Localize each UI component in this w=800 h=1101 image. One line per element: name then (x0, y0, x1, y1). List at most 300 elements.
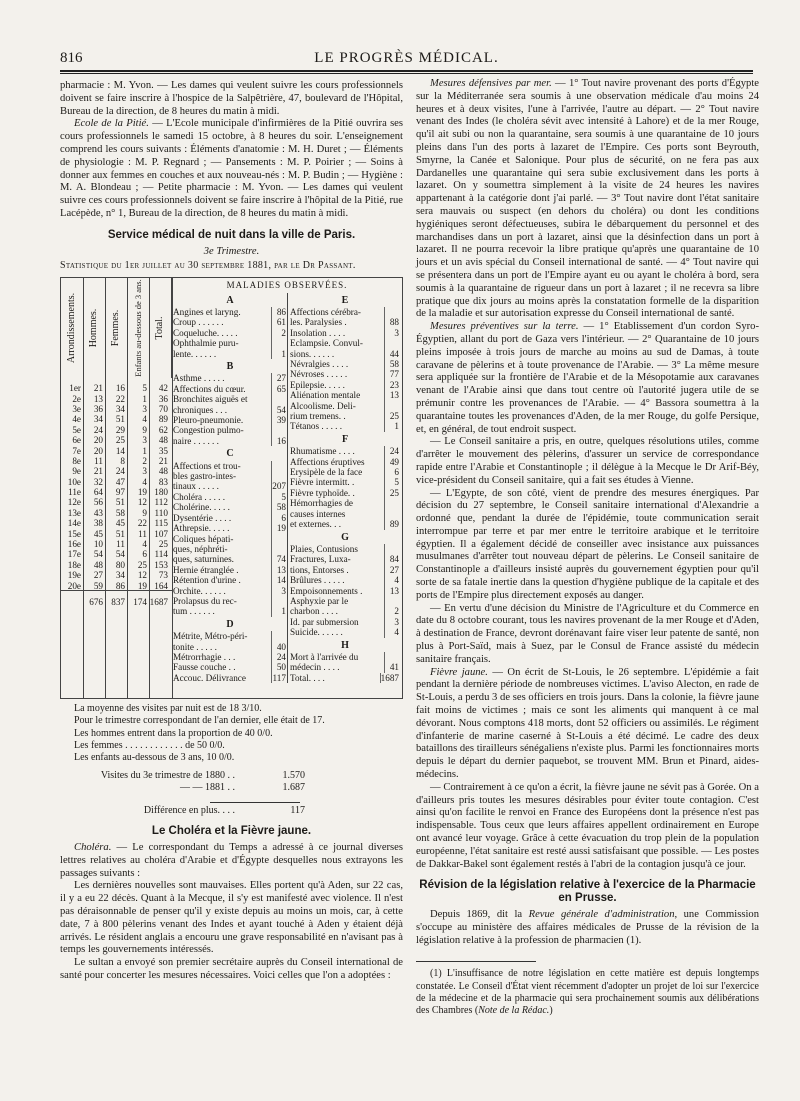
total-cell: 676 (89, 597, 103, 608)
disease-label: Plaies, Contusions (290, 543, 358, 554)
disease-row (290, 596, 400, 606)
table-cell: 112 (154, 497, 168, 508)
disease-row (290, 509, 400, 519)
disease-count: 4 (384, 575, 400, 585)
disease-row (290, 662, 400, 672)
disease-label: lente. . . . . . (173, 348, 217, 359)
disease-count (384, 498, 400, 508)
disease-row (290, 421, 400, 431)
paragraph-text: Depuis 1869, dit la (430, 909, 529, 920)
disease-row (290, 467, 400, 477)
disease-label: tions, Entorses . (290, 564, 349, 575)
table-row (61, 383, 171, 393)
table-row (61, 539, 171, 549)
table-note: La moyenne des visites par nuit est de 18 3/10. (74, 703, 262, 715)
disease-row (173, 513, 287, 523)
disease-count: 61 (271, 317, 287, 327)
disease-row (290, 544, 400, 554)
table-cell: 56 (93, 497, 103, 508)
disease-row (173, 673, 287, 683)
table-cell: 1 (142, 393, 147, 404)
table-cell: 17e (67, 549, 81, 560)
disease-count: 40 (271, 642, 287, 652)
disease-label: Orchite. . . . . . (173, 585, 226, 596)
table-row (61, 446, 171, 456)
disease-count (271, 596, 287, 606)
source-title: Revue générale d'administration (528, 909, 675, 920)
disease-label: Fièvre intermitt. . (290, 477, 355, 488)
disease-count: 41 (384, 662, 400, 672)
table-row (61, 477, 171, 487)
disease-label: chroniques . . . (173, 404, 228, 415)
table-cell: 38 (93, 518, 103, 529)
disease-count (384, 596, 400, 606)
disease-count: 27 (271, 373, 287, 383)
disease-label: Coliques hépati- (173, 533, 234, 544)
table-cell: 1 (142, 445, 147, 456)
table-cell: 3e (72, 403, 81, 414)
disease-label: Fièvre typhoïde. . (290, 487, 355, 498)
table-row (61, 404, 171, 414)
disease-label: rium tremens. . (290, 411, 346, 422)
diseases-column-right (287, 293, 400, 684)
disease-row (173, 328, 287, 338)
table-cell: 24 (115, 466, 125, 477)
disease-row (173, 307, 287, 317)
disease-row (173, 384, 287, 394)
table-cell: 51 (115, 528, 125, 539)
disease-label: Eclampsie. Convul- (290, 338, 363, 349)
page-number: 816 (60, 50, 83, 66)
disease-group-letter: C (226, 448, 234, 460)
table-cell: 22 (137, 518, 147, 529)
disease-count: 207 (272, 481, 286, 492)
paragraph-text: — 1° Tout navire provenant des ports d'Égypte sur la Méditerranée sera soumis à une observation médicale d'au moins 24 heures et à deux visites, l'une à l'arrivée, l'autre au départ. — 2° Tout navire venant des Indes (le choléra sévit avec intensité à Lahore) et de la mer Rouge, qu'il ait subi ou non la quarantaine, sera soumis à une quarantaine de 10 jours pleins dans l'un des ports à lazaret de l'Empire. Ces ports sont Beyrouth, Smyrne, la Canée et Salonique. Pour plus de sécurité, on ne fera pas aux Dardanelles une quarantaine qui sera subie exclusivement dans les ports à lazaret. On y soumettra simplement à la visite de 24 heures les navires appartenant à la catégorie dont j'ai parlé. — 3° Tout navire dont l'état sanitaire sera mauvais ou suspect (en dehors du choléra) ou dont les conditions hygiéniques seront défectueuses, subira le débarquement du personnel et des marchandises dans un port à lazaret, ainsi que la désinfection dans un port à lazaret. Il ne pourra recevoir la libre pratique qu'après une quarantaine de 10 jours et un avis spécial du Conseil international de santé. — 4° Tout navire qui se présentera dans un port de l'Empire ayant eu ou ayant le choléra à bord, sera soumis à la quarantaine de rigueur dans un port à lazaret ; il ne recevra sa libre pratique que dix jours au moins après la constatation formelle de la disparition de la maladie et sur autorisation expresse du Conseil international de santé. (416, 78, 759, 320)
disease-count: 2 (271, 328, 287, 338)
disease-group-letter: H (341, 639, 349, 651)
disease-count: 23 (384, 380, 400, 390)
visits-value: 1.687 (282, 782, 305, 794)
disease-count: 3 (384, 617, 400, 627)
disease-count: 1 (271, 606, 287, 616)
page-header (60, 50, 753, 68)
disease-count: 3 (271, 586, 287, 596)
disease-label: Rétention d'urine . (173, 575, 241, 586)
table-cell: 21 (93, 466, 103, 477)
disease-count: 88 (384, 317, 400, 327)
disease-label: Asthme . . . . . (173, 373, 225, 384)
table-cell: 153 (154, 559, 168, 570)
table-cell: 13 (93, 393, 103, 404)
disease-row (173, 544, 287, 554)
disease-label: Tétanos . . . . . (290, 421, 343, 432)
table-cell: 9 (142, 424, 147, 435)
disease-count: 5 (271, 492, 287, 502)
visits-row (60, 782, 403, 794)
table-cell: 19 (137, 580, 147, 591)
disease-row (173, 575, 287, 585)
table-cell: 180 (154, 487, 168, 498)
disease-count (271, 425, 287, 435)
table-cell: 62 (158, 424, 168, 435)
paragraph-lead: Ecole de la Pitié. (74, 118, 149, 130)
disease-label: Névroses . . . . . (290, 369, 348, 380)
column-header-label: Enfants au-dessous de 3 ans. (132, 279, 143, 377)
table-cell: 10 (93, 539, 103, 550)
paragraph (60, 118, 403, 220)
disease-row (290, 519, 400, 529)
table-cell: 19e (67, 570, 81, 581)
paragraph: — En vertu d'une décision du Ministre de l'Agriculture et du Commerce en date du 8 octobre courant, tous les navires provenant de la mer Rouge et d'Aden, à destination de France, devront dorénavant faire viser leur patente de santé, non plus à Port-Saïd, mais à Suez, par le Consul de France assisté du médecin sanitaire français. (416, 602, 759, 665)
disease-row (173, 586, 287, 596)
disease-row (290, 338, 400, 348)
disease-group-letter: B (226, 361, 234, 372)
disease-row (290, 328, 400, 338)
table-cell: 5e (72, 424, 81, 435)
disease-row (173, 652, 287, 662)
table-cell: 3 (142, 466, 147, 477)
disease-label: Hernie étranglée . (173, 564, 239, 575)
table-cell: 19 (137, 487, 147, 498)
disease-row (173, 502, 287, 512)
table-cell: 16 (115, 383, 125, 394)
paragraph (416, 78, 759, 321)
table-cell: 36 (93, 403, 103, 414)
column-header-label: Total. (153, 316, 165, 340)
disease-row (173, 534, 287, 544)
disease-count: 13 (384, 586, 400, 596)
disease-count: 74 (271, 554, 287, 564)
disease-count: 44 (384, 349, 400, 359)
table-cell: 11 (94, 455, 103, 466)
table-cell: 1er (69, 383, 81, 394)
disease-label: Empoisonnements . (290, 585, 363, 596)
disease-row (290, 307, 400, 317)
statistics-caption: Statistique du 1er juillet au 30 septembre 1881, par le Dr Passant. (60, 260, 356, 272)
disease-count: 58 (271, 502, 287, 512)
disease-label: Brûlures . . . . . (290, 575, 345, 586)
disease-label: Pleuro-pneumonie. (173, 415, 244, 426)
table-cell: 7e (72, 445, 81, 456)
disease-row (173, 481, 287, 491)
disease-label: Hémorrhagies de (290, 498, 354, 509)
disease-row (173, 642, 287, 652)
table-cell: 16e (67, 539, 81, 550)
disease-count (384, 509, 400, 519)
disease-label: Insolation . . . . (290, 327, 346, 338)
table-cell: 8e (72, 455, 81, 466)
footnote-text: ) (549, 1005, 553, 1016)
table-row (61, 394, 171, 404)
disease-row (290, 498, 400, 508)
disease-label: et externes. . . (290, 519, 342, 530)
table-note: Les hommes entrent dans la proportion de 40 0/0. (74, 727, 273, 739)
table-cell: 11 (138, 528, 147, 539)
disease-count (271, 471, 287, 481)
total-cell: 1687 (149, 597, 168, 608)
disease-count: 27 (384, 565, 400, 575)
table-note: Les enfants au-dessous de 3 ans, 10 0/0. (74, 751, 235, 763)
table-cell: 89 (158, 414, 168, 425)
table-cell: 11e (68, 487, 81, 498)
table-cell: 59 (93, 580, 103, 591)
table-cell: 164 (154, 580, 168, 591)
disease-row (173, 415, 287, 425)
column-header-label: Hommes. (87, 308, 99, 348)
disease-label: tonite . . . . . (173, 641, 217, 652)
table-cell: 36 (158, 393, 168, 404)
disease-row (290, 673, 400, 683)
diseases-panel (173, 280, 401, 683)
disease-label: Névralgies . . . . (290, 359, 349, 369)
disease-group-letter: D (226, 618, 234, 630)
disease-count: 24 (384, 446, 400, 456)
disease-label: Congestion pulmo- (173, 425, 244, 436)
disease-label: sions. . . . . . (290, 348, 335, 359)
table-cell: 42 (158, 383, 168, 394)
disease-label: naire . . . . . . (173, 435, 219, 446)
disease-row (290, 586, 400, 596)
disease-count: 58 (384, 359, 400, 369)
disease-count (384, 652, 400, 662)
disease-label: Prolapsus du rec- (173, 595, 237, 606)
table-cell: 12 (137, 570, 147, 581)
table-cell: 4e (72, 414, 81, 425)
disease-row (290, 359, 400, 369)
paragraph (416, 321, 759, 436)
table-cell: 4 (142, 476, 147, 487)
disease-count: 16 (271, 436, 287, 446)
disease-count (271, 461, 287, 471)
disease-label: Métrorrhagie . . . (173, 651, 236, 662)
disease-count: 54 (271, 405, 287, 415)
visits-row (60, 805, 403, 817)
table-cell: 18e (67, 559, 81, 570)
paragraph-lead: Choléra. (74, 841, 112, 853)
total-cell: 174 (133, 597, 147, 608)
footnote-rule (416, 961, 536, 962)
disease-count: 50 (271, 662, 287, 672)
disease-label: Angines et laryng. (173, 306, 241, 317)
disease-count: 13 (384, 390, 400, 400)
disease-row (290, 411, 400, 421)
disease-count: 65 (271, 384, 287, 394)
disease-label: charbon . . . . (290, 606, 338, 617)
table-cell: 20 (93, 445, 103, 456)
disease-label: Erysipèle de la face (290, 467, 363, 478)
disease-count (271, 631, 287, 641)
disease-row (173, 425, 287, 435)
disease-label: Epilepsie. . . . . (290, 379, 345, 390)
disease-count: 77 (384, 369, 400, 379)
table-row (61, 570, 171, 580)
disease-label: ques, saturnines. (173, 554, 234, 565)
disease-count: 3 (384, 328, 400, 338)
disease-count: 39 (271, 415, 287, 425)
paragraph (416, 667, 759, 782)
disease-count (271, 534, 287, 544)
disease-label: médecin . . . . (290, 662, 340, 673)
paragraph: — Contrairement à ce qu'on a écrit, la fièvre jaune ne sévit pas à Gorée. On a d'ailleurs pris toutes les mesures désirables pour éviter toute contagion. C'est ainsi qu'on facilite le renvoi en France des Européens dont la présence n'est pas indispensable. Tous ceux que leurs affaires appellent ordinairement en Europe ont avancé leur voyage. Grâce à cette évacuation du trop plein de la population européenne, l'état sanitaire est resté aussi satisfaisant que possible. — Les postes de Dakkar-Bakel sont également restés à l'abri de la contagion jusqu'à ce jour. (416, 781, 759, 870)
table-cell: 110 (154, 507, 168, 518)
table-cell: 115 (154, 518, 168, 529)
disease-row (173, 565, 287, 575)
disease-row (173, 349, 287, 359)
disease-label: Affections cérébra- (290, 306, 361, 317)
disease-row (290, 390, 400, 400)
table-row (61, 456, 171, 466)
disease-count (271, 544, 287, 554)
disease-count: 19 (271, 523, 287, 533)
disease-count: 89 (384, 519, 400, 529)
disease-count: 25 (384, 411, 400, 421)
disease-count: 6 (384, 467, 400, 477)
disease-group-letter: E (341, 294, 349, 306)
table-cell: 12e (67, 497, 81, 508)
disease-row (290, 488, 400, 498)
disease-label: tinaux . . . . . (173, 481, 219, 492)
section-subtitle: 3e Trimestre. (203, 245, 260, 257)
disease-count (384, 544, 400, 554)
table-row (61, 549, 171, 559)
table-cell: 45 (93, 528, 103, 539)
disease-count: 4 (384, 627, 400, 637)
disease-label: Bronchites aiguës et (173, 394, 248, 405)
disease-label: Affections du cœur. (173, 383, 246, 394)
section-title: Révision de la législation relative à l'exercice de la Pharmacie en Prusse. (419, 879, 756, 905)
table-cell: 34 (115, 403, 125, 414)
disease-count (384, 338, 400, 348)
footnote-text: (1) L'insuffisance de notre législation en cette matière est depuis longtemps constatée. Le Conseil d'État vient récemment d'adopter un projet de loi sur l'exercice de la médecine et de la pharmacie qui sera prochainement soumis aux délibérations des Chambres ( (416, 968, 759, 1016)
disease-label: Id. par submersion (290, 616, 359, 627)
disease-row (290, 627, 400, 637)
table-cell: 83 (158, 476, 168, 487)
disease-count: 84 (384, 554, 400, 564)
disease-row (173, 436, 287, 446)
disease-label: Affections éruptives (290, 456, 365, 467)
table-note: Pour le trimestre correspondant de l'an dernier, elle était de 17. (74, 715, 325, 727)
disease-row (173, 492, 287, 502)
visits-value: 1.570 (282, 770, 305, 782)
paragraph-text: — Le correspondant du Temps a adressé à ce journal diverses lettres relatives au choléra d'Arabie et d'Égypte desquelles nous extrayons les passages suivants : (60, 841, 403, 879)
disease-row (173, 317, 287, 327)
disease-group-letter: F (341, 433, 349, 445)
paragraph-text: , une Commission s'occupe au ministère des affaires médicales de Prusse de la révision de la législation relative à la profession de pharmacien (1). (416, 909, 759, 946)
visits-label: Différence en plus. . . . (143, 805, 235, 817)
table-row (61, 435, 171, 445)
table-body (61, 383, 171, 591)
table-cell: 12 (137, 497, 147, 508)
table-cell: 97 (115, 487, 125, 498)
disease-label: Asphyxie par le (290, 595, 349, 606)
disease-label: les. Paralysies . (290, 317, 347, 328)
table-cell: 107 (154, 528, 168, 539)
table-cell: 25 (158, 539, 168, 550)
paragraph: Les dernières nouvelles sont mauvaises. Elles portent qu'à Aden, sur 22 cas, il y a eu 22 décès. Quant à la Mecque, il s'y est manifesté avec violence. Il n'est pas déraisonnable de penser qu'il y existe depuis au moins un mois, car, à cette date, 7 à 800 pèlerins venant des Indes et ayant touché à Aden y étaient déjà arrivés. Le résident anglais a encouru une grave responsabilité en n'avisant pas à temps les gouvernements intéressés. (60, 880, 403, 956)
table-cell: 29 (115, 424, 125, 435)
disease-label: Ophthalmie puru- (173, 338, 239, 349)
table-cell: 9e (72, 466, 81, 477)
table-cell: 20 (93, 435, 103, 446)
disease-label: Athrepsie. . . . . (173, 523, 230, 534)
disease-label: Fausse couche . . (173, 662, 236, 673)
disease-label: causes internes (290, 508, 346, 519)
paragraph-text: — On écrit de St-Louis, le 26 septembre. L'épidémie a fait pendant la dernière période de nombreuses victimes. L'aviso Alecton, en rade de St-Louis, a perdu 3 de ses officiers en trois jours. Dans la colonie, la fièvre jaune fait moins de victimes ; mais ce sont les aliments qui manquent à ce mal dévorant. Nous comptons 418 morts, dont 52 officiers ou assimilés. Le régiment d'infanterie de marine caserné à St-Louis a été décimé. Le cadre des deux bataillons des tirailleurs sénégaliens n'existe plus. Parmi les fonctionnaires morts depuis le départ du dernier paquebot, se trouvent MM. Brun et Pinard, aides-médecins. (416, 666, 759, 781)
section-title: Le Choléra et la Fièvre jaune. (151, 825, 312, 838)
table-row (61, 425, 171, 435)
disease-count: 5 (384, 477, 400, 487)
table-cell: 80 (115, 559, 125, 570)
paragraph (416, 909, 759, 947)
statistics-table (60, 277, 403, 699)
disease-row (290, 554, 400, 564)
disease-row (173, 471, 287, 481)
disease-label: bles gastro-intes- (173, 471, 237, 482)
table-row (61, 518, 171, 528)
visits-row (60, 770, 403, 782)
disease-group-letter: A (226, 294, 234, 306)
table-cell: 3 (142, 435, 147, 446)
disease-row (290, 401, 400, 411)
table-cell: 6e (72, 435, 81, 446)
disease-count: 1 (271, 349, 287, 359)
disease-label: Aliénation mentale (290, 390, 361, 401)
disease-count: 117 (272, 672, 286, 683)
paragraph: pharmacie : M. Yvon. — Les dames qui veulent suivre les cours professionnels doivent se faire inscrire à l'hospice de la Salpêtrière, 47, boulevard de l'Hôpital, Bureau de la direction, de 8 heures du matin à midi. (60, 80, 403, 117)
table-cell: 54 (115, 549, 125, 560)
disease-label: Métrite, Métro-péri- (173, 631, 248, 642)
disease-row (173, 523, 287, 533)
table-cell: 43 (93, 507, 103, 518)
table-cell: 14e (67, 518, 81, 529)
visits-label: — — 1881 . . (180, 782, 235, 794)
paragraph-lead: Fièvre jaune. (430, 666, 488, 678)
table-cell: 114 (154, 549, 168, 560)
disease-row (290, 477, 400, 487)
disease-label: Rhumatisme . . . . (290, 446, 355, 457)
disease-label: Fractures, Luxa- (290, 554, 351, 565)
disease-label: Cholérine. . . . . (173, 502, 230, 513)
table-row (61, 529, 171, 539)
disease-label: Choléra . . . . . (173, 491, 226, 502)
header-rule (60, 70, 753, 72)
disease-row (173, 394, 287, 404)
disease-label: Affections et trou- (173, 460, 241, 471)
disease-count: 6 (271, 513, 287, 523)
table-cell: 4 (142, 414, 147, 425)
table-cell: 2e (72, 393, 81, 404)
disease-label: ques, néphréti- (173, 543, 228, 554)
table-row (61, 497, 171, 507)
table-cell: 27 (93, 570, 103, 581)
paragraph: — Le Conseil sanitaire a pris, en outre, quelques résolutions utiles, comme d'arrêter le mouvement des pèlerins, d'assurer un service de correspondance rapide entre l'Arabie et Constantinople ; il délègue à la Mecque le Dr Arif-Béy, vice-président du Conseil sanitaire, qui a fait ses études à Vienne. (416, 436, 759, 486)
diseases-column-left (173, 293, 287, 684)
disease-row (290, 380, 400, 390)
footnote-note: Note de la Rédac. (478, 1005, 550, 1016)
disease-row (173, 631, 287, 641)
disease-count (384, 401, 400, 411)
table-cell: 51 (115, 497, 125, 508)
disease-row (173, 554, 287, 564)
disease-row (290, 575, 400, 585)
paragraph: — L'Egypte, de son côté, vient de prendre des mesures énergiques. Par décision du 27 septembre, le Conseil sanitaire international d'Alexandrie a ordonné que, pendant la durée de l'épidémie, toute communication serait interrompue par terre et par mer entre le territoire arabique et le territoire égyptien. Il a également décidé de conseiller avec insistance aux puissances musulmanes d'arrêter tout nouveau départ de pèlerins. Le Conseil sanitaire de Constantinople a d'ailleurs insisté auprès du gouvernement égyptien pour qu'il sorte de sa fatale inertie dans la question d'hygiène publique de la capitale et des ports de l'Empire plus directement exposés au danger. (416, 487, 759, 601)
visits-label: Visites du 3e trimestre de 1880 . . (100, 770, 235, 782)
disease-count: 1 (384, 421, 400, 431)
table-row (61, 466, 171, 476)
disease-row (290, 349, 400, 359)
disease-count: 25 (384, 488, 400, 498)
table-cell: 22 (115, 393, 125, 404)
